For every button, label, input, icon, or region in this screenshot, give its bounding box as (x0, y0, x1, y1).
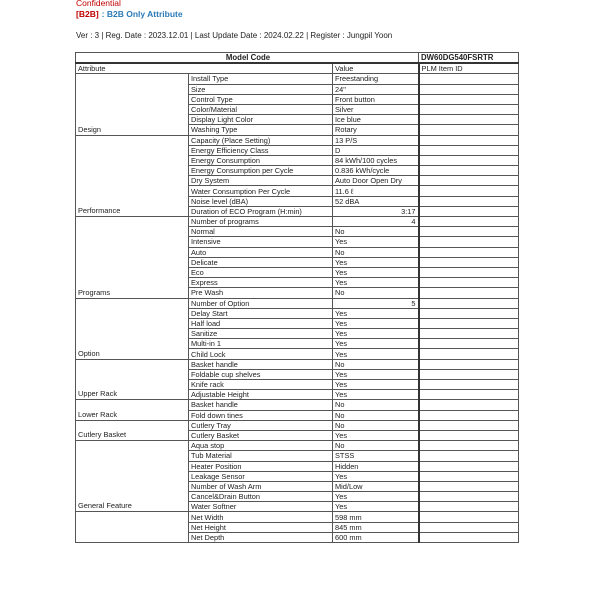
table-row (76, 420, 519, 430)
plm-item-id-cell (419, 176, 519, 186)
attribute-cell: Net Depth (189, 532, 333, 542)
value-cell: Yes (333, 339, 419, 349)
attribute-cell: Pre Wash (189, 288, 333, 298)
plm-item-id-cell (419, 532, 519, 542)
attribute-cell: Knife rack (189, 380, 333, 390)
spec-table (75, 52, 519, 543)
value-cell: Front button (333, 94, 419, 104)
attribute-cell: Display Light Color (189, 115, 333, 125)
plm-item-id-cell (419, 390, 519, 400)
attribute-cell: Sanitize (189, 329, 333, 339)
attribute-cell: Number of programs (189, 217, 333, 227)
plm-item-id-cell (419, 125, 519, 135)
group-label: Design (76, 74, 189, 135)
value-cell: No (333, 227, 419, 237)
attribute-cell: Net Width (189, 512, 333, 522)
value-cell: Silver (333, 104, 419, 114)
attribute-cell: Basket handle (189, 400, 333, 410)
plm-item-id-cell (419, 471, 519, 481)
value-cell: 600 mm (333, 532, 419, 542)
plm-item-id-cell (419, 217, 519, 227)
b2b-note (76, 9, 183, 19)
table-row (76, 400, 519, 410)
value-cell: 845 mm (333, 522, 419, 532)
plm-item-id-cell (419, 206, 519, 216)
attribute-cell: Size (189, 84, 333, 94)
value-cell: No (333, 288, 419, 298)
value-cell: Yes (333, 257, 419, 267)
attribute-cell: Multi-in 1 (189, 339, 333, 349)
plm-item-id-cell (419, 298, 519, 308)
plm-item-id-cell (419, 481, 519, 491)
attribute-cell: Number of Wash Arm (189, 481, 333, 491)
attribute-cell: Auto (189, 247, 333, 257)
value-cell: 598 mm (333, 512, 419, 522)
plm-item-id-cell (419, 186, 519, 196)
value-cell: Rotary (333, 125, 419, 135)
plm-item-id-cell (419, 512, 519, 522)
attribute-cell: Eco (189, 267, 333, 277)
attribute-cell: Color/Material (189, 104, 333, 114)
b2b-text: : B2B Only Attribute (101, 9, 183, 19)
plm-item-id-cell (419, 166, 519, 176)
value-cell: STSS (333, 451, 419, 461)
plm-item-id-cell (419, 196, 519, 206)
attribute-cell: Half load (189, 318, 333, 328)
value-cell: Yes (333, 492, 419, 502)
attribute-cell: Foldable cup shelves (189, 369, 333, 379)
table-row (76, 512, 519, 522)
value-cell: 4 (333, 217, 419, 227)
value-cell: Yes (333, 308, 419, 318)
attribute-cell: Dry System (189, 176, 333, 186)
value-cell: Ice blue (333, 115, 419, 125)
plm-item-id-cell (419, 94, 519, 104)
attribute-cell: Adjustable Height (189, 390, 333, 400)
plm-item-id-cell (419, 441, 519, 451)
group-label: Lower Rack (76, 400, 189, 420)
group-label: Programs (76, 217, 189, 299)
plm-item-id-cell (419, 145, 519, 155)
value-cell: Yes (333, 502, 419, 512)
attribute-cell: Number of Option (189, 298, 333, 308)
table-row (76, 74, 519, 84)
value-cell: Hidden (333, 461, 419, 471)
table-row (76, 298, 519, 308)
attribute-cell: Noise level (dBA) (189, 196, 333, 206)
table-row (76, 135, 519, 145)
plm-item-id-cell (419, 104, 519, 114)
plm-item-id-cell (419, 400, 519, 410)
value-cell: No (333, 247, 419, 257)
document-meta: Ver : 3 | Reg. Date : 2023.12.01 | Last Update Date : 2024.02.22 | Register : Jungpil Yoon (76, 31, 393, 40)
plm-item-id-cell (419, 278, 519, 288)
attribute-cell: Cutlery Basket (189, 430, 333, 440)
model-code-label: Model Code (76, 53, 419, 64)
attribute-cell: Install Type (189, 74, 333, 84)
group-label: Cutlery Basket (76, 420, 189, 440)
value-cell: 5 (333, 298, 419, 308)
value-cell: Yes (333, 390, 419, 400)
attribute-cell: Control Type (189, 94, 333, 104)
plm-item-id-cell (419, 349, 519, 359)
attribute-cell: Capacity (Place Setting) (189, 135, 333, 145)
value-cell: Mid/Low (333, 481, 419, 491)
value-cell: 13 P/S (333, 135, 419, 145)
plm-item-id-cell (419, 329, 519, 339)
attribute-cell: Fold down tines (189, 410, 333, 420)
value-cell: 11.6 ℓ (333, 186, 419, 196)
value-cell: Yes (333, 430, 419, 440)
attribute-cell: Tub Material (189, 451, 333, 461)
plm-item-id-cell (419, 451, 519, 461)
attribute-cell: Basket handle (189, 359, 333, 369)
attribute-cell: Energy Consumption per Cycle (189, 166, 333, 176)
attribute-cell: Aqua stop (189, 441, 333, 451)
plm-item-id-cell (419, 380, 519, 390)
plm-item-id-cell (419, 84, 519, 94)
value-cell: Freestanding (333, 74, 419, 84)
b2b-tag: [B2B] (76, 9, 99, 19)
value-cell: No (333, 400, 419, 410)
attribute-cell: Cancel&Drain Button (189, 492, 333, 502)
plm-item-id-header: PLM Item ID (419, 63, 519, 74)
value-cell: No (333, 359, 419, 369)
value-cell: Yes (333, 349, 419, 359)
table-row (76, 217, 519, 227)
group-label (76, 512, 189, 543)
plm-item-id-cell (419, 359, 519, 369)
attribute-cell: Energy Consumption (189, 155, 333, 165)
value-cell: Yes (333, 380, 419, 390)
confidential-label: Confidential (76, 0, 121, 8)
plm-item-id-cell (419, 502, 519, 512)
attribute-cell: Heater Position (189, 461, 333, 471)
plm-item-id-cell (419, 135, 519, 145)
group-label: Upper Rack (76, 359, 189, 400)
plm-item-id-cell (419, 115, 519, 125)
attribute-cell: Normal (189, 227, 333, 237)
model-code-row (76, 53, 519, 64)
attribute-cell: Delay Start (189, 308, 333, 318)
plm-item-id-cell (419, 410, 519, 420)
value-cell: No (333, 410, 419, 420)
value-cell: Yes (333, 278, 419, 288)
group-label: Option (76, 298, 189, 359)
table-row (76, 441, 519, 451)
plm-item-id-cell (419, 288, 519, 298)
plm-item-id-cell (419, 430, 519, 440)
attribute-cell: Energy Efficiency Class (189, 145, 333, 155)
plm-item-id-cell (419, 237, 519, 247)
plm-item-id-cell (419, 257, 519, 267)
value-cell: D (333, 145, 419, 155)
attribute-cell: Child Lock (189, 349, 333, 359)
value-cell: 52 dBA (333, 196, 419, 206)
column-header-row (76, 63, 519, 74)
attribute-cell: Water Softner (189, 502, 333, 512)
group-label: Performance (76, 135, 189, 217)
attribute-cell: Duration of ECO Program (H:min) (189, 206, 333, 216)
plm-item-id-cell (419, 461, 519, 471)
model-code-value: DW60DG540FSRTR (419, 53, 519, 64)
value-cell: Yes (333, 237, 419, 247)
attribute-cell: Water Consumption Per Cycle (189, 186, 333, 196)
attribute-cell: Washing Type (189, 125, 333, 135)
plm-item-id-cell (419, 227, 519, 237)
attribute-header: Attribute (76, 63, 333, 74)
plm-item-id-cell (419, 247, 519, 257)
value-cell: Yes (333, 369, 419, 379)
table-row (76, 359, 519, 369)
plm-item-id-cell (419, 369, 519, 379)
attribute-cell: Express (189, 278, 333, 288)
plm-item-id-cell (419, 420, 519, 430)
attribute-cell: Net Height (189, 522, 333, 532)
value-cell: No (333, 420, 419, 430)
plm-item-id-cell (419, 492, 519, 502)
value-cell: 0.836 kWh/cycle (333, 166, 419, 176)
value-cell: 24" (333, 84, 419, 94)
plm-item-id-cell (419, 267, 519, 277)
value-cell: Yes (333, 471, 419, 481)
plm-item-id-cell (419, 308, 519, 318)
plm-item-id-cell (419, 155, 519, 165)
attribute-cell: Cutlery Tray (189, 420, 333, 430)
plm-item-id-cell (419, 522, 519, 532)
attribute-cell: Intensive (189, 237, 333, 247)
plm-item-id-cell (419, 74, 519, 84)
value-cell: 84 kWh/100 cycles (333, 155, 419, 165)
value-cell: Yes (333, 267, 419, 277)
value-cell: Yes (333, 318, 419, 328)
plm-item-id-cell (419, 339, 519, 349)
value-cell: 3:17 (333, 206, 419, 216)
value-cell: Auto Door Open Dry (333, 176, 419, 186)
attribute-cell: Delicate (189, 257, 333, 267)
value-cell: No (333, 441, 419, 451)
group-label: General Feature (76, 441, 189, 512)
attribute-cell: Leakage Sensor (189, 471, 333, 481)
plm-item-id-cell (419, 318, 519, 328)
value-header: Value (333, 63, 419, 74)
value-cell: Yes (333, 329, 419, 339)
